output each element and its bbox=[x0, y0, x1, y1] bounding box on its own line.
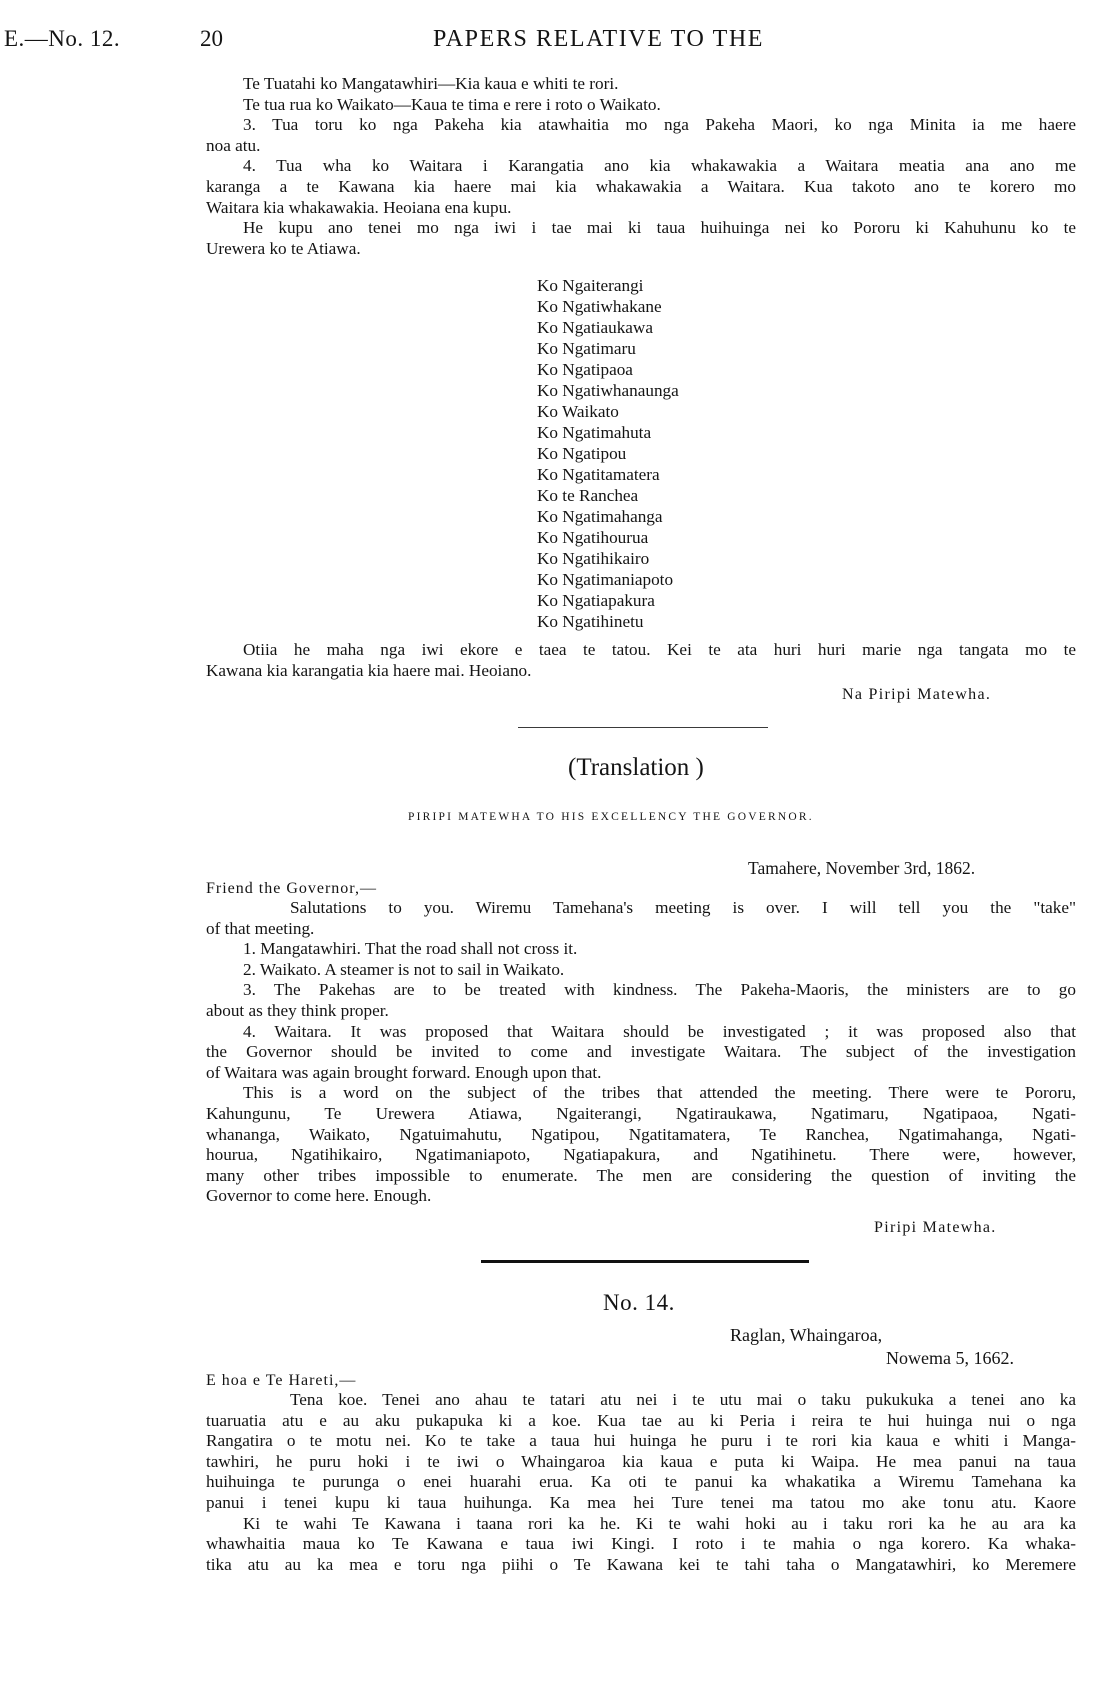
maori-line-2: Te tua rua ko Waikato—Kaua te tima e rere i roto o Waikato. bbox=[243, 94, 661, 114]
no14-line-3: Rangatira o te motu nei. Ko te take a taua hui huinga he puru i te rori kia kaua e whiti i Manga- bbox=[206, 1431, 1076, 1451]
tribe-item: Ko Ngatimahanga bbox=[537, 507, 663, 526]
maori-closing bbox=[206, 640, 1076, 681]
tribe-item: Ko Ngatipaoa bbox=[537, 360, 633, 379]
maori-closing-line-2: Kawana kia karangatia kia haere mai. Heoiano. bbox=[206, 660, 532, 680]
tribe-item: Ko Ngatiwhanaunga bbox=[537, 381, 679, 400]
translation-date: Tamahere, November 3rd, 1862. bbox=[748, 858, 976, 878]
page-number: 20 bbox=[200, 26, 223, 51]
translation-item-4-line-3: of Waitara was again brought forward. Enough upon that. bbox=[206, 1062, 602, 1082]
letter-place: Raglan, Whaingaroa, bbox=[730, 1325, 883, 1345]
running-title: PAPERS RELATIVE TO THE bbox=[433, 26, 765, 52]
no14-line-9: tika atu au ka mea e toru nga piihi o Te Kawana kei te tahi taha o Mangatawhiri, ko Meremere bbox=[206, 1554, 1076, 1574]
translation-item-4-line-2: the Governor should be invited to come and investigate Waitara. The subject of the investigation bbox=[206, 1042, 1076, 1062]
tribe-item: Ko Ngatiapakura bbox=[537, 591, 655, 610]
tribe-item: Ko Ngatihinetu bbox=[537, 612, 644, 631]
translation-item-1: 1. Mangatawhiri. That the road shall not cross it. bbox=[243, 939, 578, 959]
translation-item-3-line-1: 3. The Pakehas are to be treated with kindness. The Pakeha-Maoris, the ministers are to go bbox=[243, 980, 1076, 1000]
tribe-item: Ko Ngatimahuta bbox=[537, 423, 652, 442]
tribe-item: Ko Ngatihikairo bbox=[537, 549, 650, 568]
maori-signature: Na Piripi Matewha. bbox=[842, 686, 992, 703]
tribe-item: Ko Ngatiwhakane bbox=[537, 297, 662, 316]
tribe-item: Ko te Ranchea bbox=[537, 486, 639, 505]
translation-signature: Piripi Matewha. bbox=[874, 1219, 997, 1236]
tribe-item: Ko Ngaiterangi bbox=[537, 276, 644, 295]
translation-item-3-line-2: about as they think proper. bbox=[206, 1000, 389, 1020]
translation-para-5-line-5: many other tribes impossible to enumerate. The men are considering the question of inviting the bbox=[206, 1165, 1076, 1185]
no14-line-1: Tena koe. Tenei ano ahau te tatari atu nei i te utu mai o taku pukukuka a tenei ano ka bbox=[290, 1390, 1076, 1409]
tribe-item: Ko Ngatihourua bbox=[537, 528, 649, 547]
no14-line-2: tuaruatia atu e au aku pukapuka ki a koe. Kua tae au ki Peria i reira te hui huinga nui o nga bbox=[206, 1410, 1076, 1430]
translation-line-1: Salutations to you. Wiremu Tamehana's meeting is over. I will tell you the "take" bbox=[290, 898, 1076, 917]
tribe-list bbox=[537, 275, 679, 632]
translation-para-5-line-4: hourua, Ngatihikairo, Ngatimaniapoto, Ngatiapakura, and Ngatihinetu. There were, however, bbox=[206, 1145, 1076, 1165]
translation-para-5-line-2: Kahungunu, Te Urewera Atiawa, Ngaiterangi, Ngatiraukawa, Ngatimaru, Ngatipaoa, Ngati- bbox=[206, 1103, 1076, 1123]
translation-item-2: 2. Waikato. A steamer is not to sail in Waikato. bbox=[243, 959, 565, 979]
maori-para-4-line-1: 4. Tua wha ko Waitara i Karangatia ano kia whakawakia a Waitara meatia ana ano me bbox=[243, 156, 1076, 176]
tribe-item: Ko Ngatimaniapoto bbox=[537, 570, 674, 589]
section-divider-thick bbox=[481, 1260, 809, 1263]
translation-para-5-line-6: Governor to come here. Enough. bbox=[206, 1186, 432, 1206]
translation-heading: PIRIPI MATEWHA TO HIS EXCELLENCY THE GOVERNOR. bbox=[408, 811, 814, 823]
maori-para-4-line-2: karanga a te Kawana kia haere mai kia whakawakia a Waitara. Kua takoto ano te korero mo bbox=[206, 176, 1076, 196]
no14-line-5: huihuinga te purunga o enei huarahi erua. Ka oti te panui ka whakatika a Wiremu Tamehana ka bbox=[206, 1472, 1076, 1492]
document-reference: E.—No. 12. bbox=[4, 26, 121, 51]
translation-line-2: of that meeting. bbox=[206, 918, 315, 938]
no14-line-8: whawhaitia maua ko Te Kawana e taua iwi Kingi. I roto i te mahia o nga korero. Ka whaka- bbox=[206, 1534, 1076, 1554]
translation-item-4-line-1: 4. Waitara. It was proposed that Waitara should be investigated ; it was proposed also that bbox=[243, 1021, 1076, 1041]
letter-salutation: E hoa e Te Hareti,— bbox=[206, 1372, 357, 1389]
maori-para-4-line-3: Waitara kia whakawakia. Heoiana ena kupu. bbox=[206, 197, 512, 217]
no14-line-6: panui i tenei kupu ki taua huihunga. Ka mea hei Ture tenei ma tatou mo ake tonu atu. Kaore bbox=[206, 1492, 1076, 1512]
maori-line-1: Te Tuatahi ko Mangatawhiri—Kia kaua e whiti te rori. bbox=[243, 74, 619, 93]
translation-para-5-line-1: This is a word on the subject of the tribes that attended the meeting. There were te Pororu, bbox=[243, 1083, 1076, 1103]
section-divider bbox=[518, 727, 768, 728]
translation-body bbox=[206, 898, 1076, 1207]
tribe-item: Ko Ngatiaukawa bbox=[537, 318, 653, 337]
tribe-item: Ko Waikato bbox=[537, 402, 619, 421]
tribe-item: Ko Ngatimaru bbox=[537, 339, 636, 358]
maori-letter-text bbox=[206, 74, 1076, 259]
maori-para-3-line-2: noa atu. bbox=[206, 135, 261, 155]
maori-para-5-line-2: Urewera ko te Atiawa. bbox=[206, 238, 361, 258]
maori-para-3-line-1: 3. Tua toru ko nga Pakeha kia atawhaitia mo nga Pakeha Maori, ko nga Minita ia me haere bbox=[243, 115, 1076, 135]
tribe-item: Ko Ngatitamatera bbox=[537, 465, 660, 484]
no14-line-7: Ki te wahi Te Kawana i taana rori ka he. Ki te wahi hoki au i taku rori ka he au ara ka bbox=[243, 1513, 1076, 1533]
document-number-heading: No. 14. bbox=[603, 1290, 675, 1315]
no14-body bbox=[206, 1390, 1076, 1575]
translation-para-5-line-3: whananga, Waikato, Ngatuimahutu, Ngatipou, Ngatitamatera, Te Ranchea, Ngatimahanga, Ngati- bbox=[206, 1124, 1076, 1144]
maori-closing-line-1: Otiia he maha nga iwi ekore e taea te tatou. Kei te ata huri huri marie nga tangata mo te bbox=[243, 640, 1076, 659]
translation-title: (Translation ) bbox=[568, 754, 704, 781]
maori-para-5-line-1: He kupu ano tenei mo nga iwi i tae mai ki taua huihuinga nei ko Pororu ki Kahuhunu ko te bbox=[243, 218, 1076, 238]
no14-line-4: tawhiri, he puru hoki i te iwi o Whaingaroa kia kaua e puta ki Waipa. He mea panui na taua bbox=[206, 1451, 1076, 1471]
tribe-item: Ko Ngatipou bbox=[537, 444, 627, 463]
translation-salutation: Friend the Governor,— bbox=[206, 880, 377, 897]
letter-date: Nowema 5, 1662. bbox=[886, 1348, 1014, 1368]
